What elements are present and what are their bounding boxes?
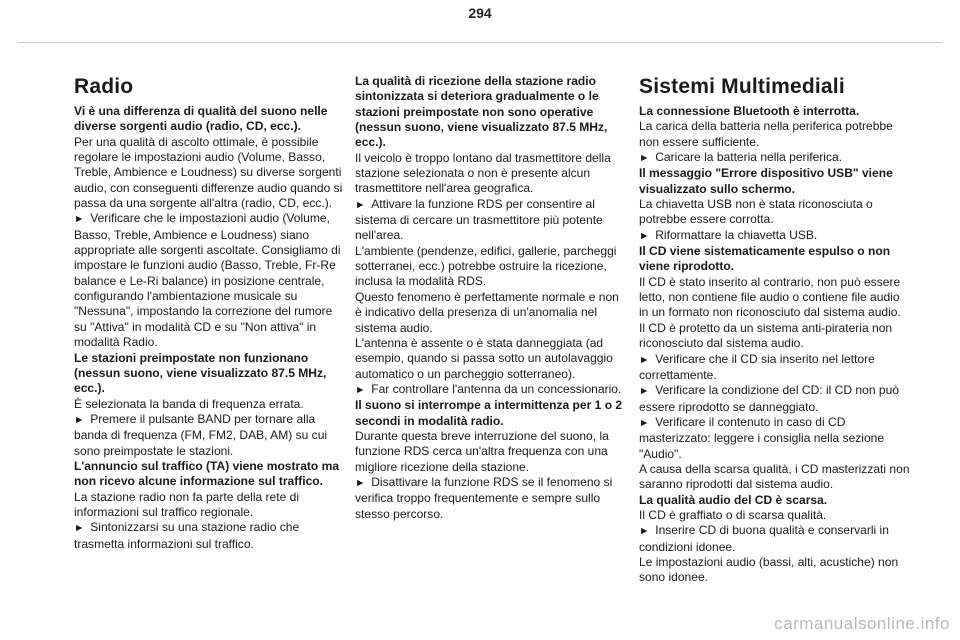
watermark: carmanualsonline.info — [774, 614, 950, 633]
question-heading: L'annuncio sul traffico (TA) viene mostrato ma non ricevo alcune informazione sul traffico. — [74, 458, 340, 489]
body-paragraph: La chiavetta USB non è stata riconosciuta o potrebbe essere corrotta. — [639, 197, 873, 227]
instruction-item: ► Disattivare la funzione RDS se il fenomeno si verifica troppo frequentemente e sempre sullo stesso percorso. — [355, 475, 627, 522]
page-number: 294 — [468, 5, 492, 21]
question-heading: Vi è una differenza di qualità del suono nelle diverse sorgenti audio (radio, CD, ecc.). — [74, 104, 328, 134]
body-paragraph: Questo fenomeno è perfettamente normale e non è indicativo della presenza di un'anomalia nel sistema audio. — [355, 289, 619, 335]
instruction-item: ► Verificare la condizione del CD: il CD non può essere riprodotto se danneggiato. — [639, 383, 911, 415]
body-paragraph: Il CD è graffiato o di scarsa qualità. — [639, 507, 827, 522]
instruction-item: ► Verificare che le impostazioni audio (Volume, Basso, Treble, Ambience e Loudness) siano appropriate alle sorgenti ascoltate. Consigliamo di impostare le funzioni audio (Basso, Treble, Fr-Re balance e Le-Ri balance) in posizione centrale, configurando l'ambientazione musicale su "Nessuna", impostando la correzione del rumore su "Attiva" in modalità CD e su "Non attiva" in modalità Radio. — [74, 211, 346, 350]
instruction-item: ► Verificare che il CD sia inserito nel lettore correttamente. — [639, 352, 911, 384]
instruction-item: ► Attivare la funzione RDS per consentire al sistema di cercare un trasmettitore più potente nell'area. — [355, 197, 627, 244]
body-paragraph: Il CD è stato inserito al contrario, non può essere letto, non contiene file audio o contiene file audio in un formato non riconosciuto dal sistema audio. — [639, 274, 901, 320]
instruction-item: ► Verificare il contenuto in caso di CD masterizzato: leggere i consiglia nella sezione "Audio". — [639, 415, 911, 462]
instruction-item: ► Caricare la batteria nella periferica. — [639, 150, 911, 166]
question-heading: Il messaggio "Errore dispositivo USB" viene visualizzato sullo schermo. — [639, 166, 893, 196]
header-divider — [18, 42, 942, 43]
question-heading: Il suono si interrompe a intermittenza per 1 o 2 secondi in modalità radio. — [355, 398, 623, 428]
instruction-item: ► Sintonizzarsi su una stazione radio che trasmetta informazioni sul traffico. — [74, 520, 346, 552]
section-heading-multimedia: Sistemi Multimediali — [639, 75, 845, 98]
body-paragraph: La carica della batteria nella periferica potrebbe non essere sufficiente. — [639, 119, 893, 149]
instruction-item: ► Inserire CD di buona qualità e conservarli in condizioni idonee. — [639, 523, 911, 555]
body-paragraph: Le impostazioni audio (bassi, alti, acustiche) non sono idonee. — [639, 554, 899, 585]
question-heading: La connessione Bluetooth è interrotta. — [639, 104, 860, 118]
column-radio — [74, 74, 346, 552]
body-paragraph: A causa della scarsa qualità, i CD masterizzati non saranno riprodotti dal sistema audio. — [639, 461, 910, 492]
instruction-item: ► Premere il pulsante BAND per tornare alla banda di frequenza (FM, FM2, DAB, AM) su cui sono preimpostate le stazioni. — [74, 412, 346, 459]
body-paragraph: L'ambiente (pendenze, edifici, gallerie, parcheggi sotterranei, ecc.) potrebbe ostruire la ricezione, inclusa la modalità RDS. — [355, 243, 617, 289]
body-paragraph: L'antenna è assente o è stata danneggiata (ad esempio, quando si passa sotto un autolavaggio automatico o un parcheggio sotterraneo). — [355, 335, 613, 381]
body-paragraph: Durante questa breve interruzione del suono, la funzione RDS cerca un'altra frequenza con una migliore ricezione della stazione. — [355, 428, 609, 474]
section-heading-radio: Radio — [74, 75, 134, 98]
question-heading: La qualità audio del CD è scarsa. — [639, 492, 828, 507]
question-heading: Il CD viene sistematicamente espulso o non viene riprodotto. — [639, 244, 891, 274]
body-paragraph: Il CD è protetto da un sistema anti-pirateria non riconosciuto dal sistema audio. — [639, 320, 893, 351]
body-paragraph: La stazione radio non fa parte della rete di informazioni sul traffico regionale. — [74, 489, 300, 519]
body-paragraph: Il veicolo è troppo lontano dal trasmettitore della stazione selezionata o non è presente alcun trasmettitore nell'area geografica. — [355, 150, 611, 196]
question-heading: La qualità di ricezione della stazione radio sintonizzata si deteriora gradualmente o le stazioni preimpostate non sono operative (nessun suono, viene visualizzato 87.5 MHz, ecc.). — [355, 74, 608, 150]
body-paragraph: Per una qualità di ascolto ottimale, è possibile regolare le impostazioni audio (Volume, Basso, Treble, Ambience e Loudness) su diverse sorgenti audio, con conseguenti differenze audio quando si passa da una sorgente all'altra (radio, CD, ecc.). — [74, 134, 343, 211]
body-paragraph: È selezionata la banda di frequenza errata. — [74, 396, 304, 411]
instruction-item: ► Riformattare la chiavetta USB. — [639, 228, 911, 244]
question-heading: Le stazioni preimpostate non funzionano (nessun suono, viene visualizzato 87.5 MHz, ecc.). — [74, 350, 327, 396]
instruction-item: ► Far controllare l'antenna da un concessionario. — [355, 382, 627, 398]
column-multimedia — [639, 74, 911, 586]
column-radio-continued — [355, 74, 627, 522]
